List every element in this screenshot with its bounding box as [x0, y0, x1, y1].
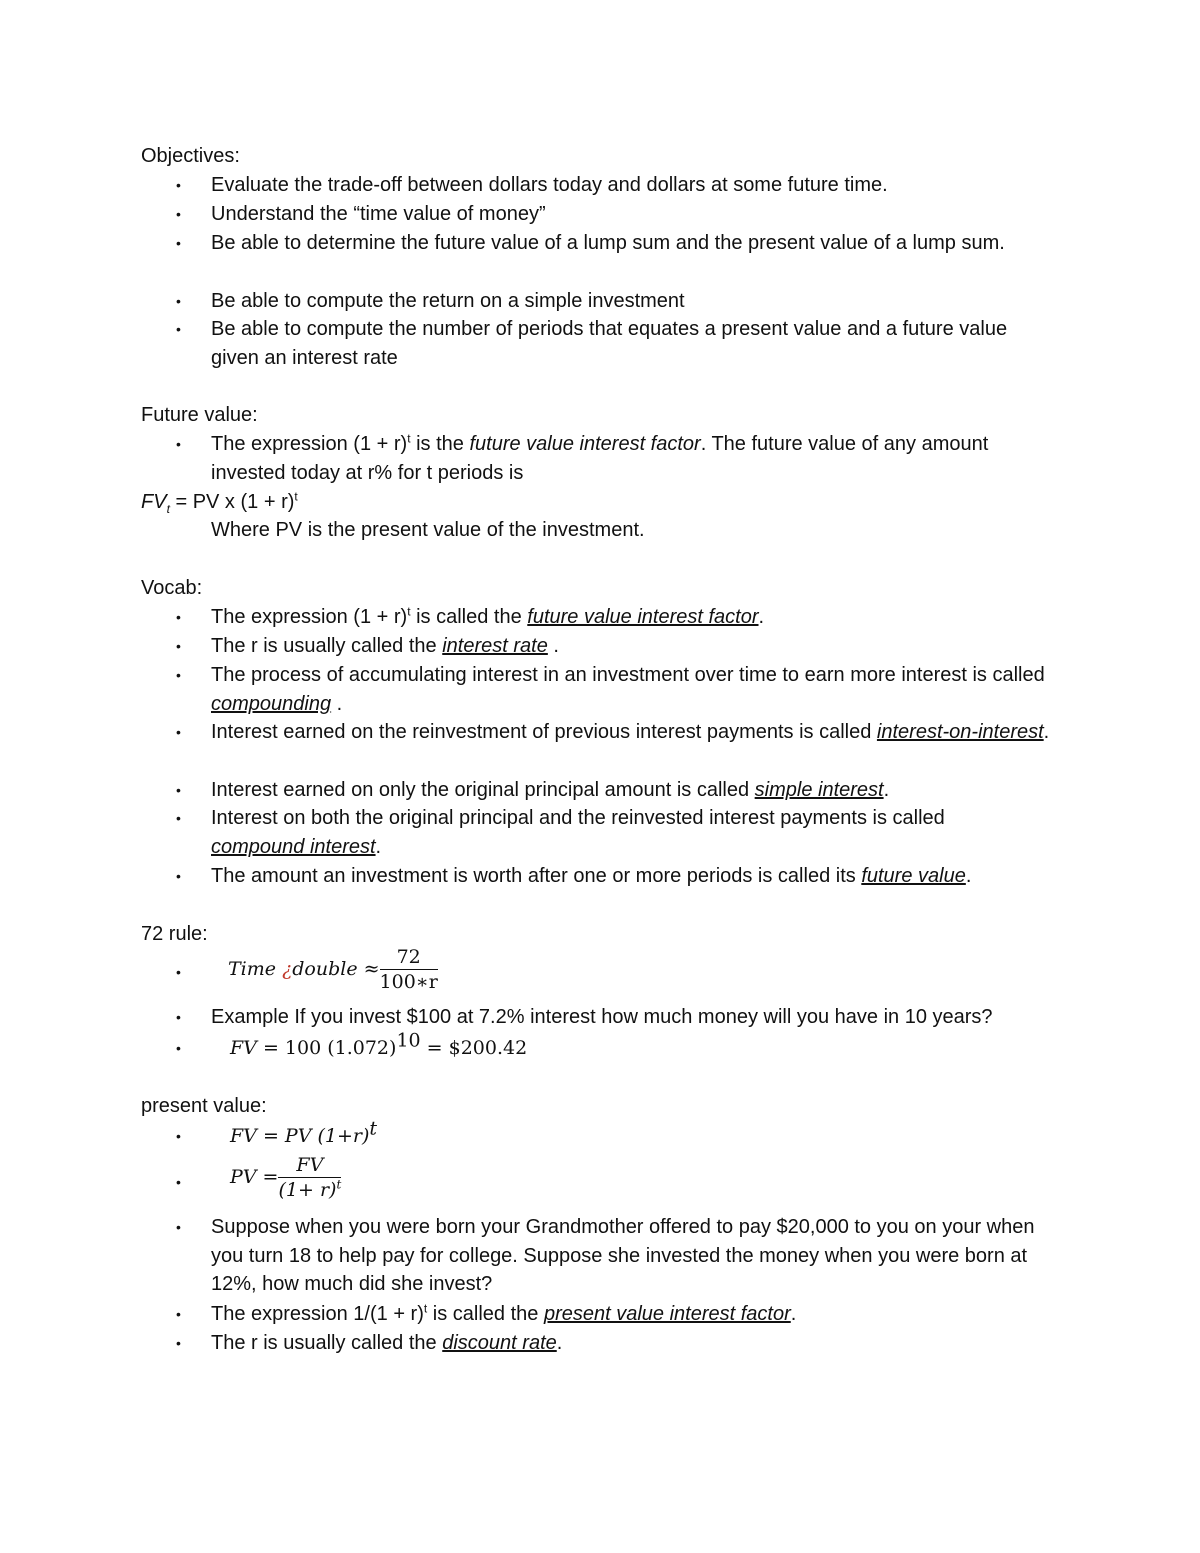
bullet: •	[176, 293, 181, 309]
bullet: •	[176, 667, 181, 683]
bullet: •	[176, 964, 181, 980]
bullet: •	[176, 177, 181, 193]
bullet: •	[176, 1306, 181, 1322]
bullet: •	[176, 235, 181, 251]
bullet: •	[176, 638, 181, 654]
objective-item: Evaluate the trade-off between dollars today and dollars at some future time.	[211, 174, 888, 196]
fv-formula: $FV_t$ = PV x $(1 + r)^t$	[141, 489, 298, 516]
pv-suppose-question: Suppose when you were born your Grandmother offered to pay $20,000 to you on your when you turn 18 to help pay for college. Suppose she invested the money when you were born at 12%, how much did she invest?	[211, 1216, 1035, 1296]
bullet: •	[176, 1335, 181, 1351]
pv-item: The expression $1/(1 + r)^t$ is called the present value interest factor.	[211, 1301, 797, 1325]
rule72-example: Example If you invest $100 at 7.2% interest how much money will you have in 10 years?	[211, 1006, 993, 1028]
vocab-item: Interest on both the original principal and the reinvested interest payments is called compound interest.	[211, 807, 945, 858]
bullet: •	[176, 724, 181, 740]
bullet: •	[176, 321, 181, 337]
vocab-item: The process of accumulating interest in an investment over time to earn more interest is called compounding .	[211, 664, 1045, 715]
vocab-heading: Vocab:	[141, 577, 203, 599]
objective-item: Understand the “time value of money”	[211, 203, 546, 225]
vocab-item: The r is usually called the interest rate .	[211, 635, 559, 657]
vocab-item: Interest earned on the reinvestment of previous interest payments is called interest-on-interest.	[211, 721, 1050, 743]
objective-item: Be able to determine the future value of a lump sum and the present value of a lump sum.	[211, 232, 1005, 254]
bullet: •	[176, 1128, 181, 1144]
objectives-heading: Objectives:	[141, 145, 240, 167]
vocab-item: The amount an investment is worth after one or more periods is called its future value.	[211, 865, 972, 887]
fv-where-note: Where PV is the present value of the investment.	[211, 519, 645, 541]
pv-formula-2: PV = $\frac{FV}{(1+ r)^t}$	[230, 1154, 342, 1201]
present-value-heading: present value:	[141, 1095, 267, 1117]
pv-formula-1: FV = PV $(1+r)^t$	[230, 1117, 378, 1147]
pv-item: The r is usually called the discount rate.	[211, 1332, 563, 1354]
bullet: •	[176, 1219, 181, 1235]
bullet: •	[176, 810, 181, 826]
rule72-heading: 72 rule:	[141, 923, 208, 945]
rule72-formula: Time ¿double ≈ $\frac{72}{100∗r}$	[228, 946, 438, 993]
bullet: •	[176, 206, 181, 222]
bullet: •	[176, 1174, 181, 1190]
future-value-heading: Future value:	[141, 404, 258, 426]
future-value-item: The expression $(1 + r)^t$ is the future value interest factor. The future value of any amount invested today at r% for t periods is	[211, 431, 989, 484]
rule72-fv-formula: FV = 100 $(1.072)^{10}$ = $200.42	[230, 1029, 528, 1059]
bullet: •	[176, 1040, 181, 1056]
vocab-item: The expression $(1 + r)^t$ is called the future value interest factor.	[211, 604, 765, 628]
bullet: •	[176, 1009, 181, 1025]
bullet: •	[176, 868, 181, 884]
objective-item: Be able to compute the number of periods that equates a present value and a future value given an interest rate	[211, 318, 1008, 369]
vocab-item: Interest earned on only the original principal amount is called simple interest.	[211, 779, 890, 801]
objective-item: Be able to compute the return on a simple investment	[211, 290, 685, 312]
bullet: •	[176, 782, 181, 798]
bullet: •	[176, 436, 181, 452]
bullet: •	[176, 609, 181, 625]
